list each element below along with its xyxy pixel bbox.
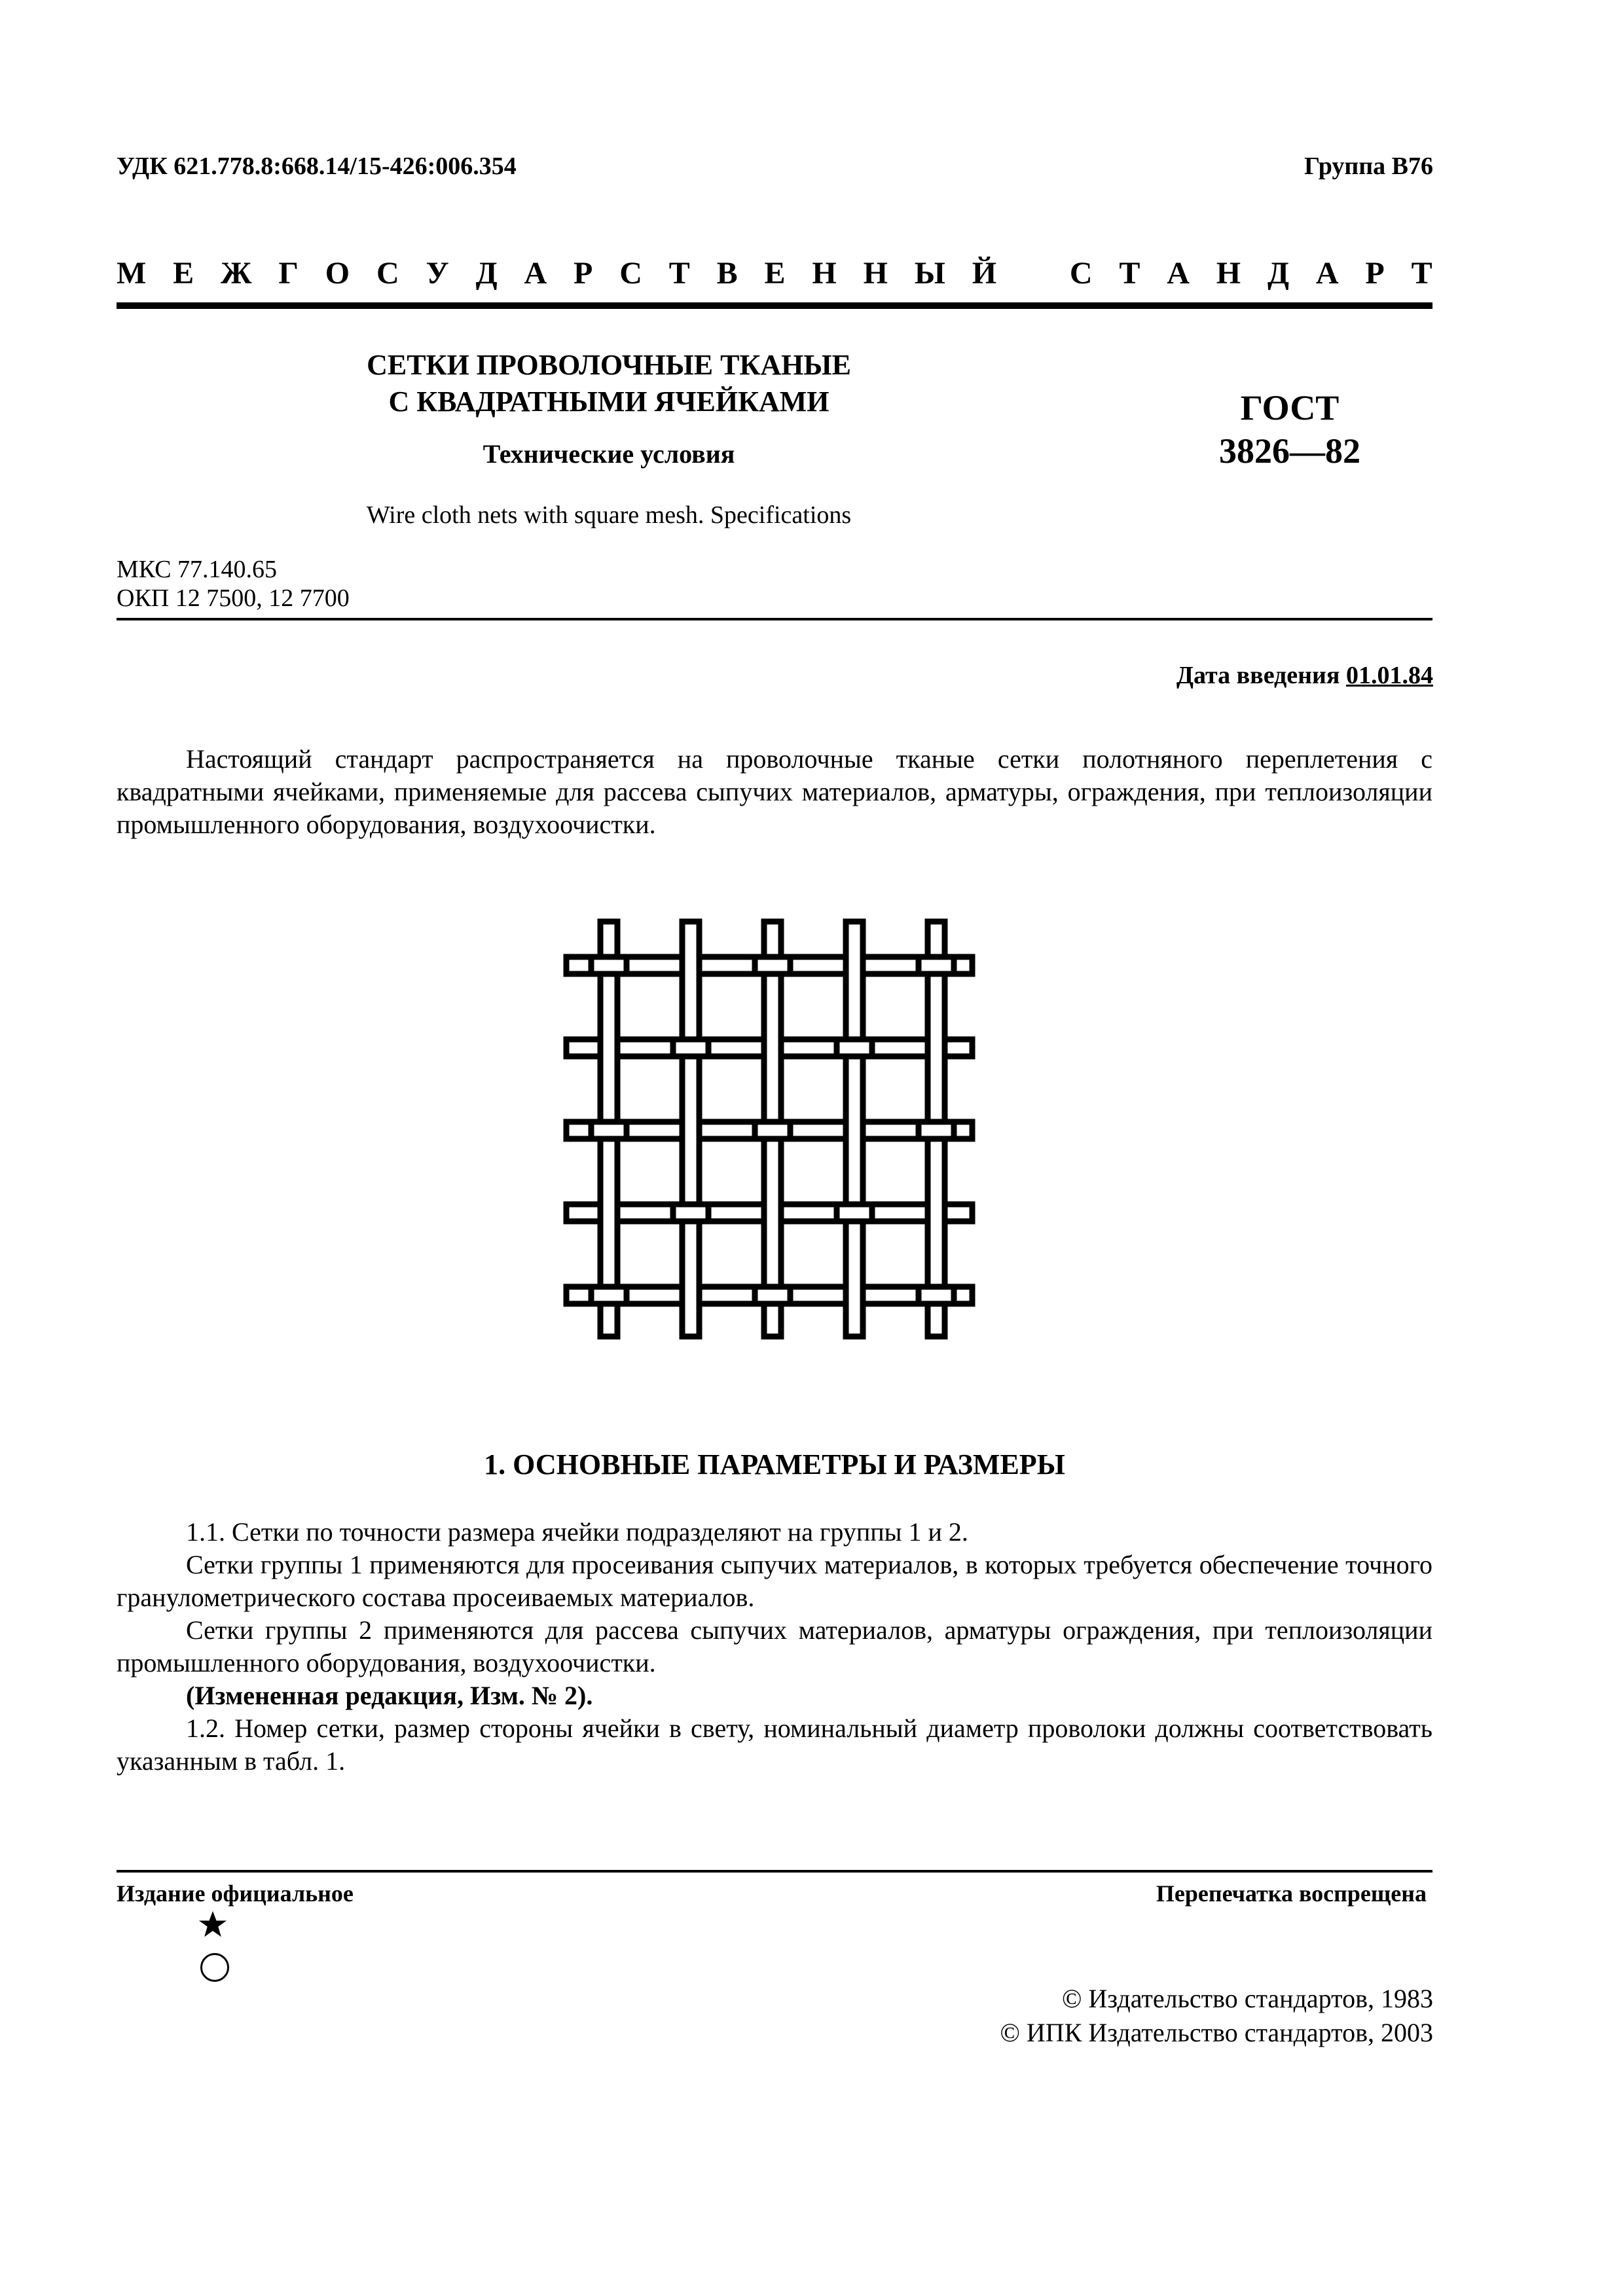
- banner-letter: Н: [1216, 256, 1241, 291]
- banner-letter: О: [325, 256, 350, 291]
- okp-code: ОКП 12 7500, 12 7700: [117, 584, 350, 612]
- copyright-1983: © Издательство стандартов, 1983: [1061, 1984, 1433, 2013]
- standard-banner: [117, 255, 1432, 291]
- banner-rule: [117, 302, 1432, 309]
- classification-codes: [117, 555, 350, 613]
- official-edition-label: Издание официальное: [117, 1880, 354, 1907]
- banner-letter: Е: [173, 256, 194, 291]
- copyright-block: [1000, 1982, 1433, 2050]
- banner-letter: Й: [972, 256, 997, 291]
- banner-letter: Н: [812, 256, 837, 291]
- circle-icon: [200, 1953, 229, 1982]
- banner-letter: С: [1069, 256, 1093, 291]
- footer-rule: [117, 1870, 1432, 1873]
- banner-letter: Ы: [914, 256, 945, 291]
- english-title: Wire cloth nets with square mesh. Specifications: [366, 501, 852, 529]
- title-line-2: С КВАДРАТНЫМИ ЯЧЕЙКАМИ: [388, 386, 830, 418]
- reprint-prohibited-label: Перепечатка воспрещена: [1156, 1880, 1427, 1907]
- banner-letter: Г: [278, 256, 299, 291]
- document-title: [282, 347, 936, 420]
- banner-letter: Е: [764, 256, 786, 291]
- banner-letter: В: [716, 256, 738, 291]
- gost-number: 3826—82: [1219, 431, 1360, 471]
- group-code: Группа В76: [1304, 152, 1433, 180]
- document-subtitle: Технические условия: [483, 439, 735, 469]
- udk-code: УДК 621.778.8:668.14/15-426:006.354: [117, 152, 517, 180]
- gost-designation: [1152, 386, 1427, 473]
- banner-letter: Ж: [221, 256, 252, 291]
- section-1-paragraph-3: Сетки группы 2 применяются для рассева сыпучих материалов, арматуры ограждения, при теплоизоляции промышленного оборудования, воздухоочистки.: [117, 1615, 1432, 1677]
- banner-letter: А: [1167, 256, 1190, 291]
- banner-letter: А: [524, 256, 547, 291]
- copyright-2003: © ИПК Издательство стандартов, 2003: [1000, 2018, 1433, 2047]
- banner-letter: Р: [1365, 256, 1385, 291]
- banner-letter: Р: [574, 256, 593, 291]
- intro-paragraph: Настоящий стандарт распространяется на проволочные тканые сетки полотняного переплетения с квадратными ячейками, применяемые для рассева сыпучих материалов, арматуры, ограждения, при теплоизоляции промышленного оборудования, воздухоочистки.: [117, 744, 1432, 839]
- intro-date-label: Дата введения: [1176, 662, 1340, 689]
- star-icon: [198, 1910, 227, 1939]
- intro-date-value: 01.01.84: [1346, 662, 1433, 689]
- banner-letter: Д: [1267, 256, 1290, 291]
- section-1-paragraph-1: 1.1. Сетки по точности размера ячейки подразделяют на группы 1 и 2.: [186, 1517, 968, 1547]
- banner-letter: А: [1315, 256, 1339, 291]
- banner-letter: У: [426, 256, 449, 291]
- title-line-1: СЕТКИ ПРОВОЛОЧНЫЕ ТКАНЫЕ: [367, 349, 851, 381]
- banner-letter: Н: [863, 256, 888, 291]
- banner-letter: С: [376, 256, 399, 291]
- section-1-title: 1. ОСНОВНЫЕ ПАРАМЕТРЫ И РАЗМЕРЫ: [484, 1448, 1065, 1480]
- banner-letter: С: [619, 256, 642, 291]
- banner-letter: М: [117, 256, 147, 291]
- banner-letter: Т: [668, 256, 690, 291]
- mks-code: МКС 77.140.65: [117, 556, 278, 583]
- banner-letter: Т: [1411, 256, 1432, 291]
- intro-date: [1176, 661, 1433, 690]
- banner-letter: Д: [475, 256, 498, 291]
- banner-letter: Т: [1119, 256, 1140, 291]
- banner-letter: [1023, 255, 1043, 291]
- section-1-paragraph-4: 1.2. Номер сетки, размер стороны ячейки в свету, номинальный диаметр проволоки должны соответствовать указанным в табл. 1.: [117, 1713, 1432, 1776]
- header-rule: [117, 618, 1432, 620]
- gost-label: ГОСТ: [1240, 388, 1340, 427]
- amendment-note: (Измененная редакция, Изм. № 2).: [186, 1681, 593, 1710]
- section-1-paragraph-2: Сетки группы 1 применяются для просеивания сыпучих материалов, в которых требуется обеспечение точного гранулометрического состава просеиваемых материалов.: [117, 1550, 1432, 1612]
- wire-mesh-figure: [556, 916, 982, 1342]
